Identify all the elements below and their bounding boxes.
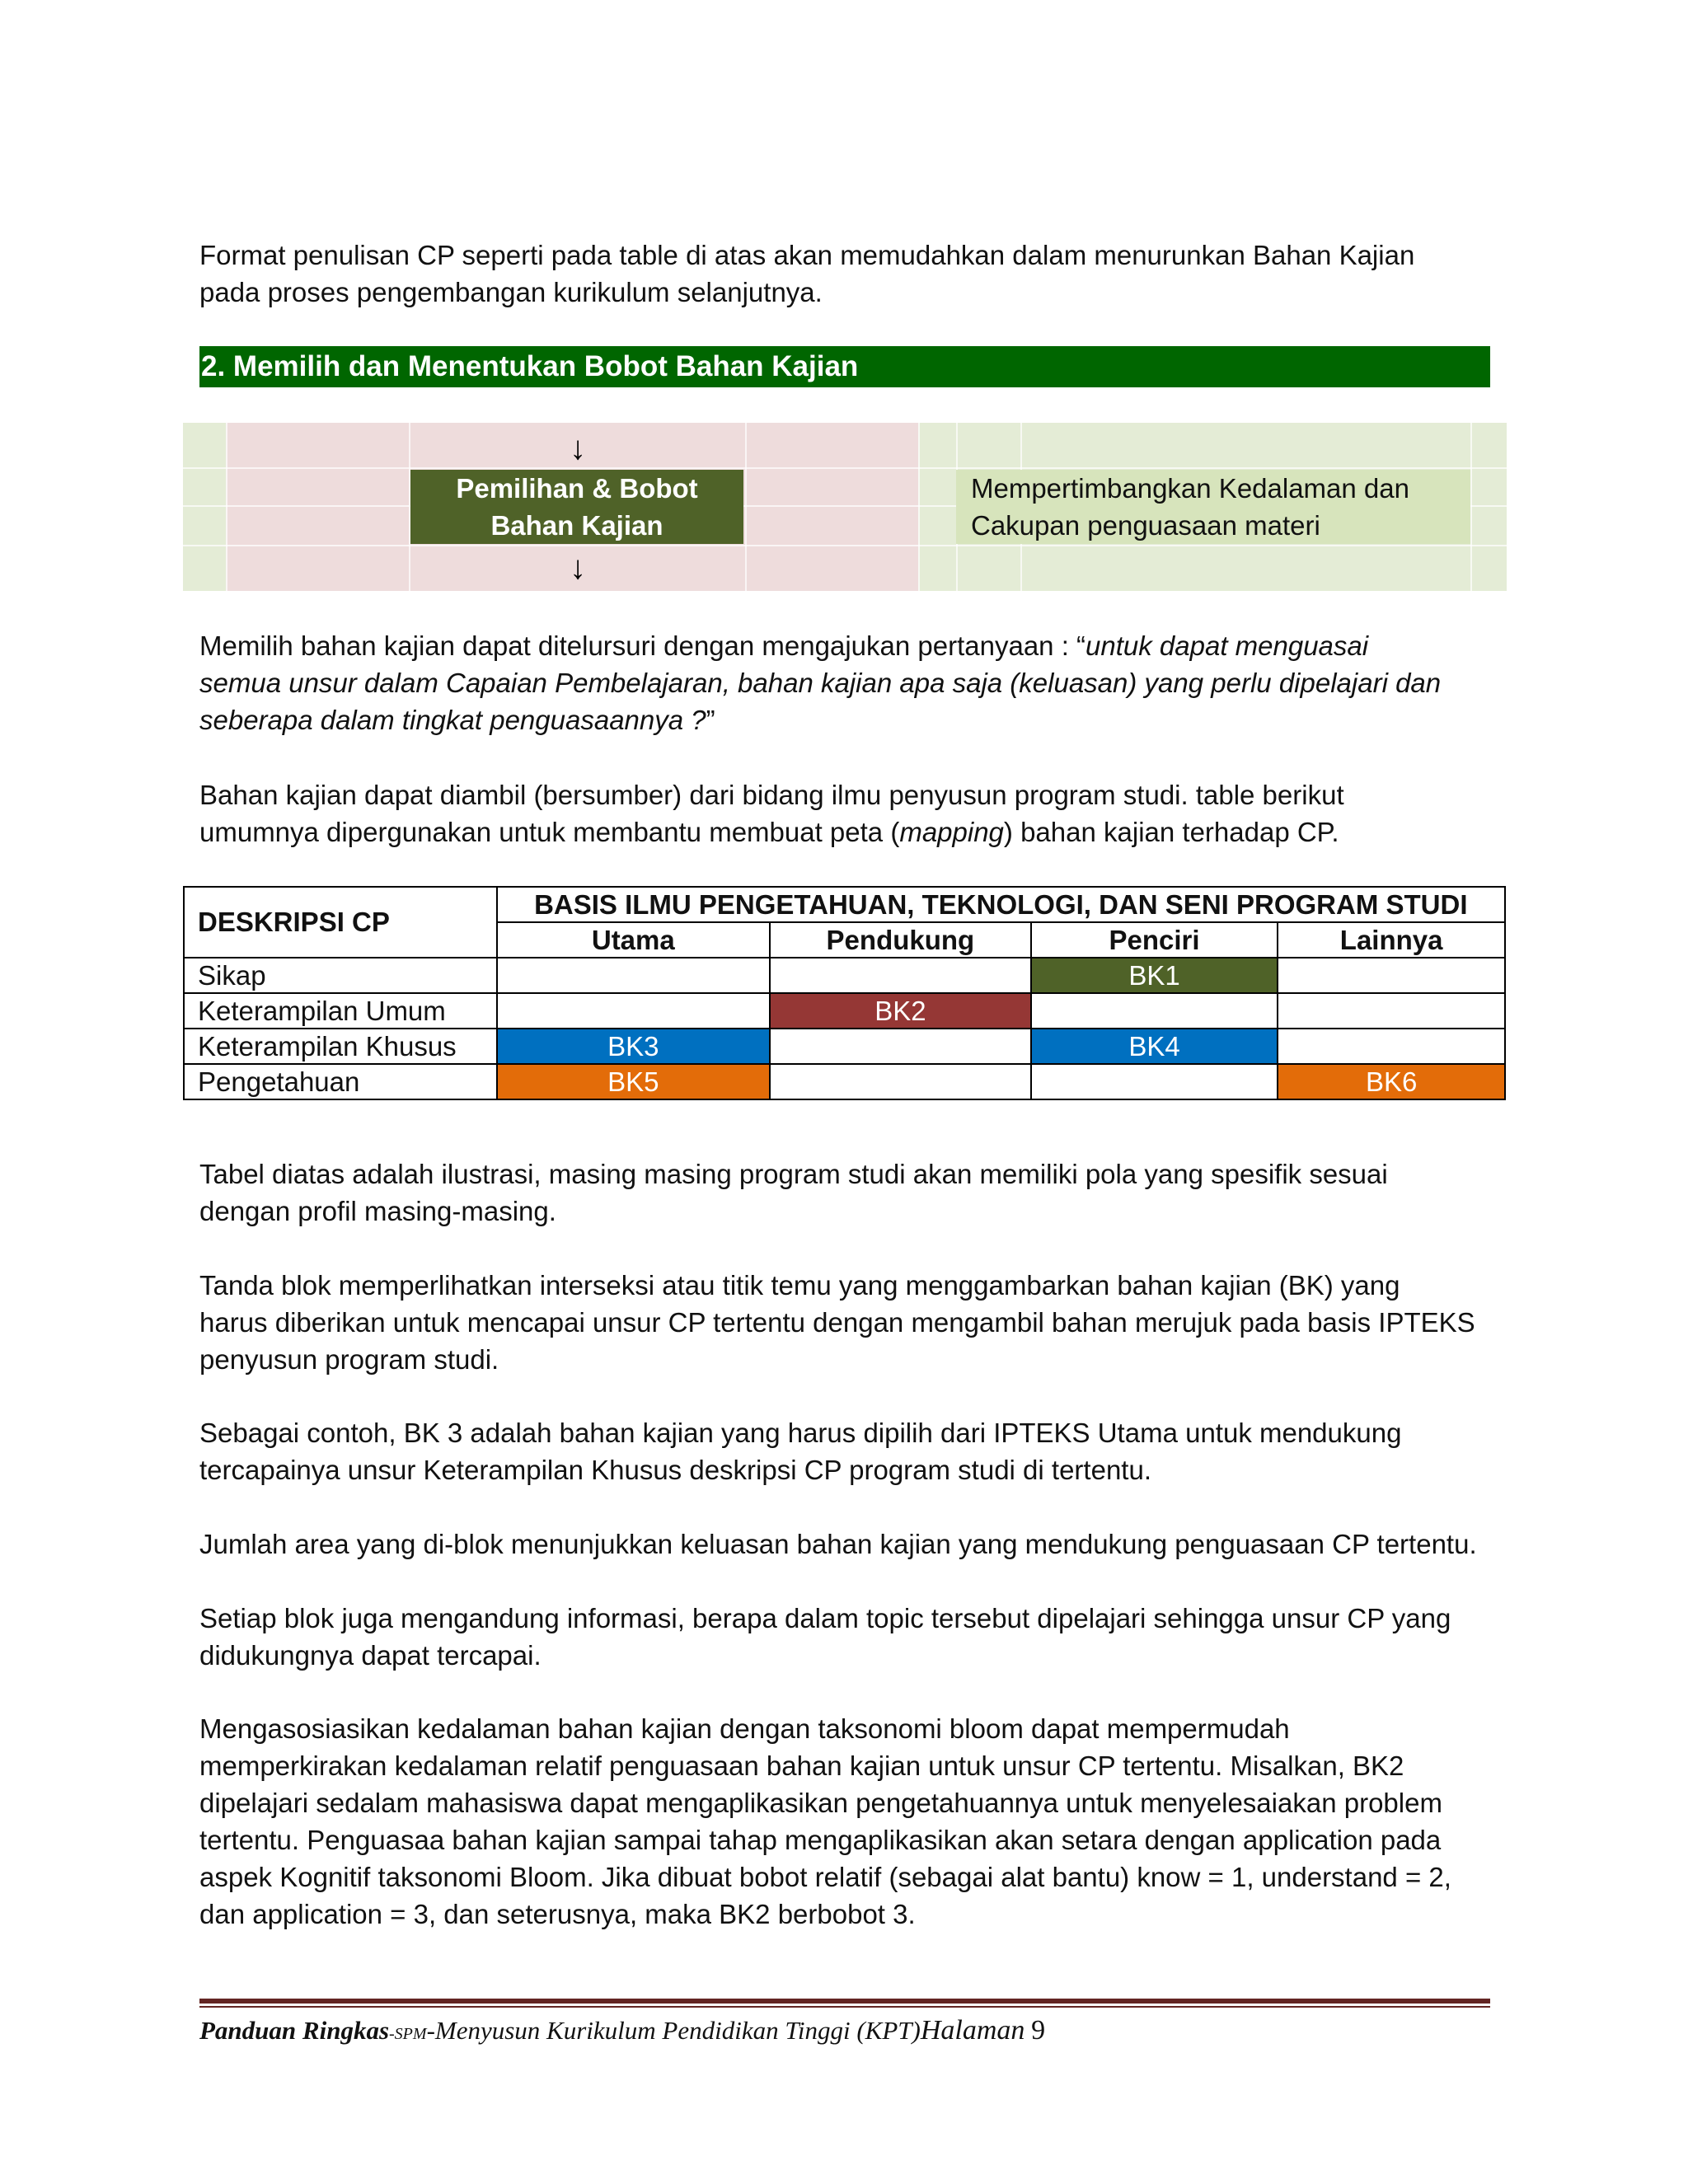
row-label: Pengetahuan	[184, 1064, 497, 1099]
table-cell: BK4	[1031, 1029, 1278, 1064]
paragraph-block-marks	[199, 1267, 1502, 1378]
row-label: Sikap	[184, 958, 497, 993]
page-number: 9	[1031, 2015, 1046, 2046]
table-cell: BK5	[497, 1064, 770, 1099]
source-paragraph	[199, 776, 1502, 851]
paragraph-line: harus diberikan untuk mencapai unsur CP tertentu dengan mengambil bahan merujuk pada basis IPTEKS	[199, 1307, 1475, 1338]
flow-box-line: Bahan Kajian	[490, 510, 663, 541]
footer-rule	[199, 2006, 1490, 2008]
paragraph-line: dengan profil masing-masing.	[199, 1196, 556, 1226]
paragraph-line: dipelajari sedalam mahasiswa dapat mengaplikasikan pengetahuannya untuk menyelesaiakan problem	[199, 1788, 1442, 1818]
table-row	[184, 993, 1505, 1029]
paragraph-line: Mengasosiasikan kedalaman bahan kajian dengan taksonomi bloom dapat mempermudah	[199, 1713, 1290, 1744]
table-cell	[497, 993, 770, 1029]
column-header: Utama	[497, 922, 770, 958]
row-label: Keterampilan Khusus	[184, 1029, 497, 1064]
table-cell	[497, 958, 770, 993]
page-footer	[199, 2013, 1502, 2052]
table-header-row	[184, 887, 1505, 922]
paragraph-line: Tabel diatas adalah ilustrasi, masing masing program studi akan memiliki pola yang spesifik sesuai	[199, 1159, 1388, 1189]
paragraph-illustration	[199, 1155, 1502, 1230]
desc-header: DESKRIPSI CP	[184, 887, 497, 958]
table-row	[184, 958, 1505, 993]
table-cell	[1278, 1029, 1505, 1064]
flow-gridline	[745, 423, 747, 591]
paragraph-line: Tanda blok memperlihatkan interseksi atau titik temu yang menggambarkan bahan kajian (BK) yang	[199, 1270, 1400, 1301]
table-cell	[770, 1064, 1031, 1099]
paragraph-line: Sebagai contoh, BK 3 adalah bahan kajian yang harus dipilih dari IPTEKS Utama untuk mendukung	[199, 1418, 1402, 1448]
paragraph-area	[199, 1526, 1502, 1563]
arrow-down-icon: ↓	[570, 430, 586, 466]
question-italic: semua unsur dalam Capaian Pembelajaran, bahan kajian apa saja (keluasan) yang perlu dipelajari dan	[199, 668, 1442, 698]
footer-halaman: Halaman	[920, 2015, 1025, 2046]
table-cell	[1031, 993, 1278, 1029]
paragraph-line: didukungnya dapat tercapai.	[199, 1640, 542, 1671]
footer-subtitle: -SPM	[389, 2025, 427, 2043]
paragraph-line: Setiap blok juga mengandung informasi, berapa dalam topic tersebut dipelajari sehingga unsur CP yang	[199, 1603, 1451, 1633]
flow-band-edge	[183, 423, 226, 591]
source-line: Bahan kajian dapat diambil (bersumber) dari bidang ilmu penyusun program studi. table berikut	[199, 780, 1344, 810]
arrow-down-icon: ↓	[570, 550, 586, 586]
column-header: Lainnya	[1278, 922, 1505, 958]
question-plain: Memilih bahan kajian dapat ditelursuri dengan mengajukan pertanyaan : “	[199, 630, 1086, 661]
table-cell	[770, 1029, 1031, 1064]
question-line	[199, 701, 1502, 738]
footer-title: Panduan Ringkas	[199, 2016, 390, 2045]
paragraph-example	[199, 1414, 1502, 1488]
paragraph-bloom	[199, 1710, 1502, 1933]
flow-gridline	[183, 545, 1507, 546]
question-line	[199, 664, 1502, 701]
paragraph-depth	[199, 1600, 1502, 1674]
row-label: Keterampilan Umum	[184, 993, 497, 1029]
footer-document: -Menyusun Kurikulum Pendidikan Tinggi (KPT)	[426, 2016, 921, 2045]
flow-gridline	[1470, 423, 1472, 591]
source-text: umumnya dipergunakan untuk membantu membuat peta (	[199, 817, 900, 847]
source-text: ) bahan kajian terhadap CP.	[1003, 817, 1339, 847]
paragraph-line: tercapainya unsur Keterampilan Khusus deskripsi CP program studi di tertentu.	[199, 1455, 1151, 1485]
source-italic: mapping	[899, 817, 1004, 847]
flow-note-line: Cakupan penguasaan materi	[971, 510, 1320, 541]
table-cell: BK1	[1031, 958, 1278, 993]
question-paragraph	[199, 627, 1502, 738]
table-row	[184, 1064, 1505, 1099]
question-close: ”	[706, 705, 715, 735]
table-cell: BK2	[770, 993, 1031, 1029]
table-row	[184, 1029, 1505, 1064]
table-cell: BK6	[1278, 1064, 1505, 1099]
bk-mapping-table	[183, 886, 1506, 1100]
section-heading: 2. Memilih dan Menentukan Bobot Bahan Kajian	[199, 346, 1490, 387]
table-cell: BK3	[497, 1029, 770, 1064]
question-italic: untuk dapat menguasai	[1085, 630, 1369, 661]
flow-note-box	[956, 470, 1470, 544]
footer-rule	[199, 1999, 1490, 2004]
flow-note-line: Mempertimbangkan Kedalaman dan	[971, 473, 1409, 504]
paragraph-line: memperkirakan kedalaman relatif penguasaan bahan kajian untuk unsur CP tertentu. Misalkan, BK2	[199, 1750, 1404, 1781]
table-cell	[1278, 958, 1505, 993]
paragraph-line: dan application = 3, dan seterusnya, maka BK2 berbobot 3.	[199, 1899, 916, 1929]
table-cell	[770, 958, 1031, 993]
column-header: Pendukung	[770, 922, 1031, 958]
intro-line: Format penulisan CP seperti pada table di atas akan memudahkan dalam menurunkan Bahan Kajian	[199, 240, 1415, 270]
intro-line: pada proses pengembangan kurikulum selanjutnya.	[199, 277, 823, 307]
table-cell	[1031, 1064, 1278, 1099]
source-line	[199, 813, 1502, 851]
table-cell	[1278, 993, 1505, 1029]
column-header: Penciri	[1031, 922, 1278, 958]
flow-process-box	[410, 470, 743, 544]
paragraph-line: penyusun program studi.	[199, 1344, 499, 1375]
question-line	[199, 627, 1502, 664]
intro-paragraph	[199, 237, 1502, 311]
flow-gridline	[918, 423, 920, 591]
flow-box-line: Pemilihan & Bobot	[456, 473, 698, 504]
flow-gridline	[226, 423, 227, 591]
paragraph-line: tertentu. Penguasaa bahan kajian sampai tahap mengaplikasikan akan setara dengan application pada	[199, 1825, 1442, 1855]
flow-gridline	[183, 467, 1507, 469]
paragraph-line: aspek Kognitif taksonomi Bloom. Jika dibuat bobot relatif (sebagai alat bantu) know = 1, understand = 2,	[199, 1862, 1451, 1892]
paragraph-line: Jumlah area yang di-blok menunjukkan keluasan bahan kajian yang mendukung penguasaan CP tertentu.	[199, 1529, 1477, 1559]
group-header: BASIS ILMU PENGETAHUAN, TEKNOLOGI, DAN SENI PROGRAM STUDI	[497, 887, 1505, 922]
question-italic: seberapa dalam tingkat penguasaannya ?	[199, 705, 706, 735]
